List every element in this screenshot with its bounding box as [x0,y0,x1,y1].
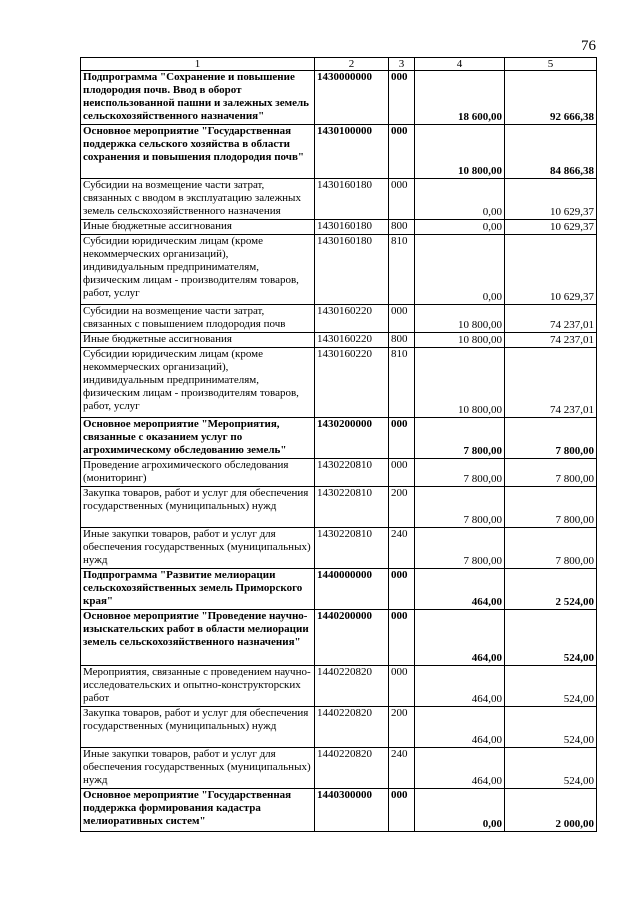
row-amount-4-cell: 18 600,00 [415,71,505,125]
row-kind-cell: 000 [389,179,415,220]
table-header-row [81,58,597,71]
row-amount-4-cell: 10 800,00 [415,305,505,333]
row-kind-cell: 000 [389,459,415,487]
table-row [81,707,597,748]
table-row [81,487,597,528]
row-name-cell: Основное мероприятие "Государственная поддержка сельского хозяйства в области сохранения и повышения плодородия почв" [81,125,315,179]
row-amount-5-cell: 74 237,01 [505,305,597,333]
table-body [81,71,597,832]
row-kind-cell: 000 [389,305,415,333]
table-row [81,235,597,305]
table-row [81,125,597,179]
row-name-cell: Подпрограмма "Сохранение и повышение плодородия почв. Ввод в оборот неиспользованной пашни и залежных земель сельскохозяйственного назначения" [81,71,315,125]
row-amount-5-cell: 84 866,38 [505,125,597,179]
row-amount-4-cell: 0,00 [415,220,505,235]
row-name-cell: Субсидии юридическим лицам (кроме некоммерческих организаций), индивидуальным предпринимателям, физическим лицам - производителям товаров, работ, услуг [81,235,315,305]
row-amount-4-cell: 10 800,00 [415,333,505,348]
row-amount-5-cell: 74 237,01 [505,333,597,348]
table-row [81,748,597,789]
row-amount-5-cell: 10 629,37 [505,235,597,305]
row-amount-4-cell: 7 800,00 [415,459,505,487]
row-kind-cell: 240 [389,528,415,569]
table-row [81,71,597,125]
row-amount-5-cell: 7 800,00 [505,528,597,569]
table-row [81,528,597,569]
row-amount-5-cell: 2 000,00 [505,789,597,832]
row-code-cell: 1440300000 [315,789,389,832]
row-kind-cell: 000 [389,569,415,610]
table-row [81,220,597,235]
row-name-cell: Иные бюджетные ассигнования [81,333,315,348]
row-amount-4-cell: 7 800,00 [415,487,505,528]
row-kind-cell: 800 [389,333,415,348]
row-kind-cell: 810 [389,348,415,418]
row-code-cell: 1430160220 [315,305,389,333]
row-code-cell: 1430160220 [315,333,389,348]
row-amount-4-cell: 464,00 [415,707,505,748]
table-row [81,348,597,418]
row-name-cell: Проведение агрохимического обследования (мониторинг) [81,459,315,487]
row-code-cell: 1440200000 [315,610,389,666]
row-kind-cell: 000 [389,125,415,179]
row-kind-cell: 800 [389,220,415,235]
row-code-cell: 1430220810 [315,487,389,528]
table-row [81,569,597,610]
page-number: 76 [581,38,596,54]
row-amount-5-cell: 7 800,00 [505,418,597,459]
row-amount-4-cell: 0,00 [415,179,505,220]
column-header-5: 5 [505,58,597,71]
budget-table [80,57,597,832]
table-row [81,179,597,220]
row-amount-4-cell: 10 800,00 [415,125,505,179]
row-code-cell: 1430160180 [315,179,389,220]
table-row [81,789,597,832]
row-code-cell: 1430160220 [315,348,389,418]
row-code-cell: 1430200000 [315,418,389,459]
row-kind-cell: 200 [389,707,415,748]
row-kind-cell: 000 [389,71,415,125]
row-code-cell: 1430160180 [315,235,389,305]
row-code-cell: 1440220820 [315,707,389,748]
table-row [81,305,597,333]
row-code-cell: 1430000000 [315,71,389,125]
row-kind-cell: 000 [389,610,415,666]
row-name-cell: Иные закупки товаров, работ и услуг для обеспечения государственных (муниципальных) нужд [81,748,315,789]
row-amount-4-cell: 0,00 [415,235,505,305]
row-name-cell: Подпрограмма "Развитие мелиорации сельскохозяйственных земель Приморского края" [81,569,315,610]
row-amount-4-cell: 464,00 [415,610,505,666]
table-row [81,459,597,487]
column-header-2: 2 [315,58,389,71]
column-header-1: 1 [81,58,315,71]
row-kind-cell: 000 [389,789,415,832]
column-header-4: 4 [415,58,505,71]
row-code-cell: 1440220820 [315,666,389,707]
row-amount-5-cell: 2 524,00 [505,569,597,610]
row-amount-4-cell: 464,00 [415,666,505,707]
row-name-cell: Иные бюджетные ассигнования [81,220,315,235]
table-row [81,666,597,707]
row-name-cell: Закупка товаров, работ и услуг для обеспечения государственных (муниципальных) нужд [81,487,315,528]
row-name-cell: Основное мероприятие "Проведение научно-изыскательских работ в области мелиорации земель сельскохозяйственного назначения" [81,610,315,666]
row-amount-4-cell: 464,00 [415,569,505,610]
row-name-cell: Основное мероприятие "Государственная поддержка формирования кадастра мелиоративных систем" [81,789,315,832]
row-code-cell: 1440000000 [315,569,389,610]
row-amount-4-cell: 10 800,00 [415,348,505,418]
row-kind-cell: 240 [389,748,415,789]
row-amount-5-cell: 10 629,37 [505,220,597,235]
row-code-cell: 1430100000 [315,125,389,179]
row-amount-4-cell: 7 800,00 [415,528,505,569]
row-name-cell: Основное мероприятие "Мероприятия, связанные с оказанием услуг по агрохимическому обследованию земель" [81,418,315,459]
row-amount-5-cell: 524,00 [505,610,597,666]
row-kind-cell: 000 [389,666,415,707]
row-name-cell: Иные закупки товаров, работ и услуг для обеспечения государственных (муниципальных) нужд [81,528,315,569]
row-amount-5-cell: 524,00 [505,707,597,748]
row-amount-5-cell: 92 666,38 [505,71,597,125]
row-name-cell: Субсидии юридическим лицам (кроме некоммерческих организаций), индивидуальным предпринимателям, физическим лицам - производителям товаров, работ, услуг [81,348,315,418]
row-code-cell: 1430220810 [315,528,389,569]
row-name-cell: Мероприятия, связанные с проведением научно-исследовательских и опытно-конструкторских работ [81,666,315,707]
row-kind-cell: 200 [389,487,415,528]
row-name-cell: Субсидии на возмещение части затрат, связанных с вводом в эксплуатацию залежных земель сельскохозяйственного назначения [81,179,315,220]
row-code-cell: 1440220820 [315,748,389,789]
row-code-cell: 1430160180 [315,220,389,235]
row-name-cell: Субсидии на возмещение части затрат, связанных с повышением плодородия почв [81,305,315,333]
row-amount-5-cell: 524,00 [505,748,597,789]
row-amount-4-cell: 464,00 [415,748,505,789]
row-amount-5-cell: 524,00 [505,666,597,707]
row-amount-4-cell: 7 800,00 [415,418,505,459]
row-amount-5-cell: 7 800,00 [505,459,597,487]
row-code-cell: 1430220810 [315,459,389,487]
column-header-3: 3 [389,58,415,71]
row-amount-4-cell: 0,00 [415,789,505,832]
row-name-cell: Закупка товаров, работ и услуг для обеспечения государственных (муниципальных) нужд [81,707,315,748]
table-row [81,610,597,666]
row-amount-5-cell: 7 800,00 [505,487,597,528]
row-kind-cell: 810 [389,235,415,305]
table-row [81,418,597,459]
row-amount-5-cell: 74 237,01 [505,348,597,418]
row-amount-5-cell: 10 629,37 [505,179,597,220]
row-kind-cell: 000 [389,418,415,459]
table-row [81,333,597,348]
